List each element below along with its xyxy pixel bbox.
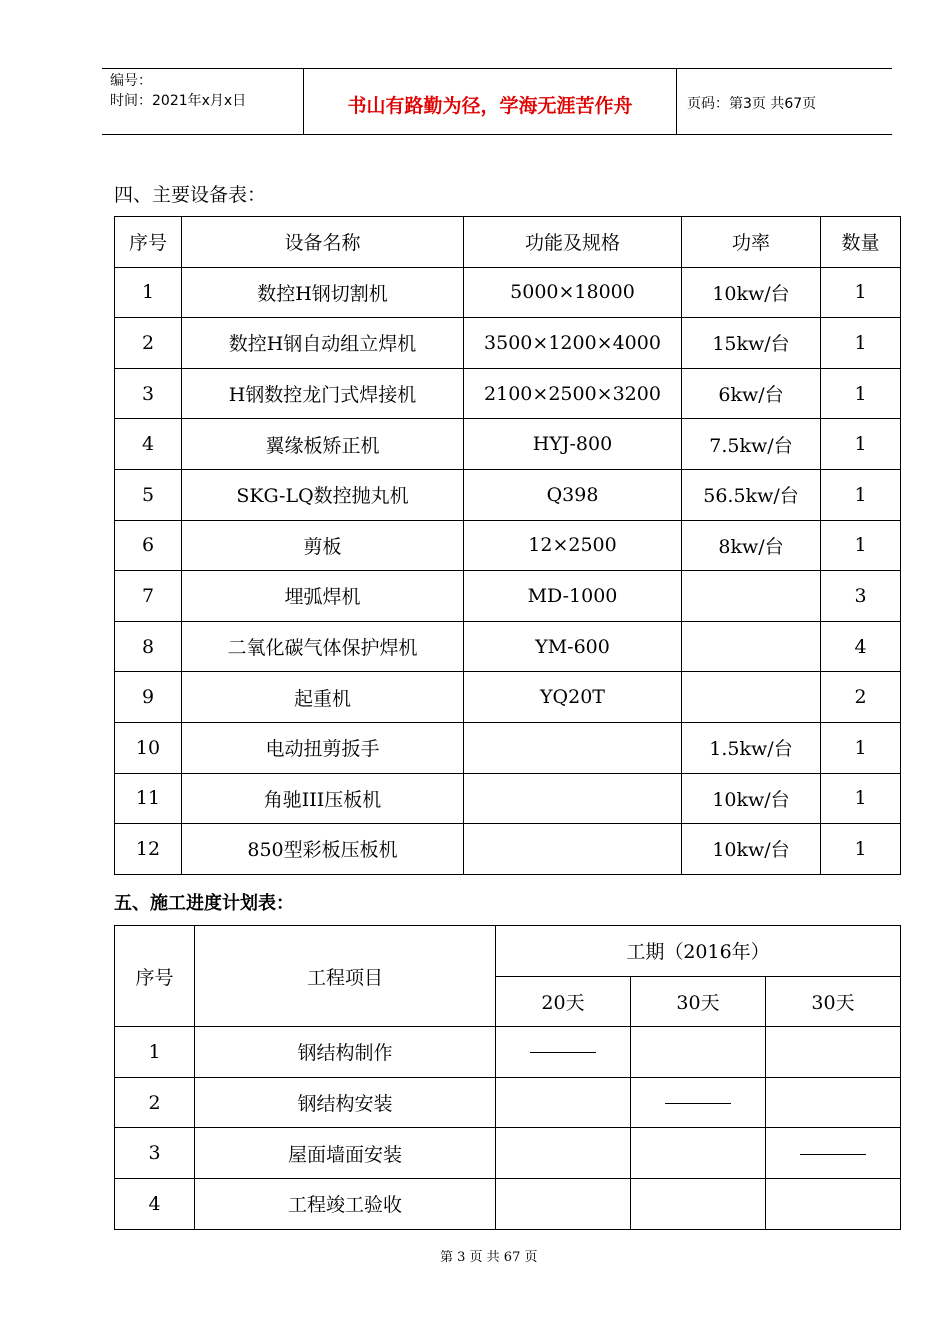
equipment-header-col-power: 功率 [682,217,821,268]
header-divider [676,69,677,135]
equipment-col-name: 850型彩板压板机 [182,824,464,875]
equipment-col-spec [464,824,682,875]
schedule-section-title: 五、施工进度计划表： [114,893,294,914]
equipment-col-power [682,672,821,723]
equipment-col-spec: 3500×1200×4000 [464,318,682,369]
schedule-header-row [115,926,901,977]
equipment-col-name: 二氧化碳气体保护焊机 [182,621,464,672]
equipment-header-col-qty: 数量 [821,217,901,268]
equipment-col-spec: MD-1000 [464,571,682,622]
equipment-col-qty: 1 [821,318,901,369]
equipment-col-name: 数控H钢切割机 [182,267,464,318]
schedule-period-cell [766,1178,901,1229]
schedule-period-cell [496,1027,631,1078]
equipment-col-seq: 12 [115,824,182,875]
equipment-col-seq: 6 [115,520,182,571]
schedule-period-cell [766,1027,901,1078]
equipment-col-name: 剪板 [182,520,464,571]
equipment-col-qty: 2 [821,672,901,723]
schedule-col-seq: 序号 [115,926,195,1027]
equipment-header-col-name: 设备名称 [182,217,464,268]
table-row [115,419,901,470]
equipment-col-qty: 4 [821,621,901,672]
equipment-col-name: 数控H钢自动组立焊机 [182,318,464,369]
equipment-col-qty: 1 [821,469,901,520]
equipment-col-spec: HYJ-800 [464,419,682,470]
equipment-col-power: 56.5kw/台 [682,469,821,520]
equipment-col-name: H钢数控龙门式焊接机 [182,368,464,419]
page-header [102,68,892,135]
equipment-col-qty: 1 [821,419,901,470]
schedule-seq: 4 [115,1178,195,1229]
header-motto: 书山有路勤为径，学海无涯苦作舟 [347,95,633,117]
schedule-col-item: 工程项目 [195,926,496,1027]
equipment-col-spec: YM-600 [464,621,682,672]
table-row [115,672,901,723]
table-row [115,267,901,318]
equipment-col-seq: 3 [115,368,182,419]
equipment-col-spec: 12×2500 [464,520,682,571]
equipment-col-seq: 10 [115,722,182,773]
schedule-period-cell [766,1128,901,1179]
schedule-period-cell [631,1178,766,1229]
schedule-seq: 2 [115,1077,195,1128]
document-time-label: 时间：2021年x月x日 [110,93,247,109]
table-row [115,469,901,520]
table-row [115,621,901,672]
equipment-col-qty: 1 [821,824,901,875]
equipment-col-spec: 5000×18000 [464,267,682,318]
table-row [115,722,901,773]
equipment-header-row [115,217,901,268]
equipment-col-qty: 1 [821,722,901,773]
equipment-col-power: 1.5kw/台 [682,722,821,773]
equipment-col-spec [464,773,682,824]
schedule-bar [665,1103,731,1104]
schedule-bar [530,1052,596,1053]
table-row [115,1128,901,1179]
schedule-seq: 3 [115,1128,195,1179]
equipment-col-qty: 3 [821,571,901,622]
schedule-period: 20天 [496,976,631,1027]
schedule-table [114,925,901,1230]
equipment-col-seq: 9 [115,672,182,723]
equipment-col-seq: 7 [115,571,182,622]
equipment-col-power: 10kw/台 [682,824,821,875]
table-row [115,318,901,369]
document-number-label: 编号： [110,73,152,89]
equipment-col-qty: 1 [821,267,901,318]
equipment-col-qty: 1 [821,773,901,824]
equipment-header-col-spec: 功能及规格 [464,217,682,268]
schedule-item: 钢结构安装 [195,1077,496,1128]
schedule-item: 钢结构制作 [195,1027,496,1078]
equipment-col-power [682,621,821,672]
equipment-col-power [682,571,821,622]
equipment-col-name: 起重机 [182,672,464,723]
table-row [115,520,901,571]
header-page-info: 页码：第3页 共67页 [687,96,817,112]
equipment-col-seq: 8 [115,621,182,672]
table-row [115,1178,901,1229]
equipment-col-power: 8kw/台 [682,520,821,571]
schedule-period-cell [631,1128,766,1179]
equipment-section-title: 四、主要设备表： [114,184,267,206]
schedule-period-cell [631,1077,766,1128]
equipment-col-name: SKG-LQ数控抛丸机 [182,469,464,520]
equipment-col-power: 10kw/台 [682,773,821,824]
equipment-col-seq: 2 [115,318,182,369]
page-footer: 第 3 页 共 67 页 [440,1250,538,1265]
schedule-period-cell [496,1178,631,1229]
schedule-item: 屋面墙面安装 [195,1128,496,1179]
equipment-table [114,216,901,875]
equipment-col-seq: 1 [115,267,182,318]
equipment-col-name: 电动扭剪扳手 [182,722,464,773]
table-row [115,1027,901,1078]
equipment-col-seq: 4 [115,419,182,470]
equipment-col-spec: 2100×2500×3200 [464,368,682,419]
equipment-col-spec: Q398 [464,469,682,520]
equipment-col-seq: 11 [115,773,182,824]
table-row [115,1077,901,1128]
table-row [115,368,901,419]
equipment-col-power: 10kw/台 [682,267,821,318]
schedule-period: 30天 [766,976,901,1027]
equipment-col-name: 角驰III压板机 [182,773,464,824]
equipment-col-name: 埋弧焊机 [182,571,464,622]
equipment-col-qty: 1 [821,368,901,419]
equipment-col-seq: 5 [115,469,182,520]
equipment-col-name: 翼缘板矫正机 [182,419,464,470]
table-row [115,571,901,622]
header-meta [110,71,246,111]
schedule-period-header: 工期（2016年） [496,926,901,977]
equipment-header-col-seq: 序号 [115,217,182,268]
schedule-period: 30天 [631,976,766,1027]
table-row [115,773,901,824]
schedule-period-cell [496,1128,631,1179]
schedule-item: 工程竣工验收 [195,1178,496,1229]
equipment-col-qty: 1 [821,520,901,571]
equipment-col-power: 7.5kw/台 [682,419,821,470]
equipment-col-power: 6kw/台 [682,368,821,419]
schedule-seq: 1 [115,1027,195,1078]
schedule-period-cell [766,1077,901,1128]
equipment-col-power: 15kw/台 [682,318,821,369]
schedule-bar [800,1154,866,1155]
equipment-col-spec [464,722,682,773]
schedule-period-cell [496,1077,631,1128]
schedule-period-cell [631,1027,766,1078]
equipment-col-spec: YQ20T [464,672,682,723]
table-row [115,824,901,875]
